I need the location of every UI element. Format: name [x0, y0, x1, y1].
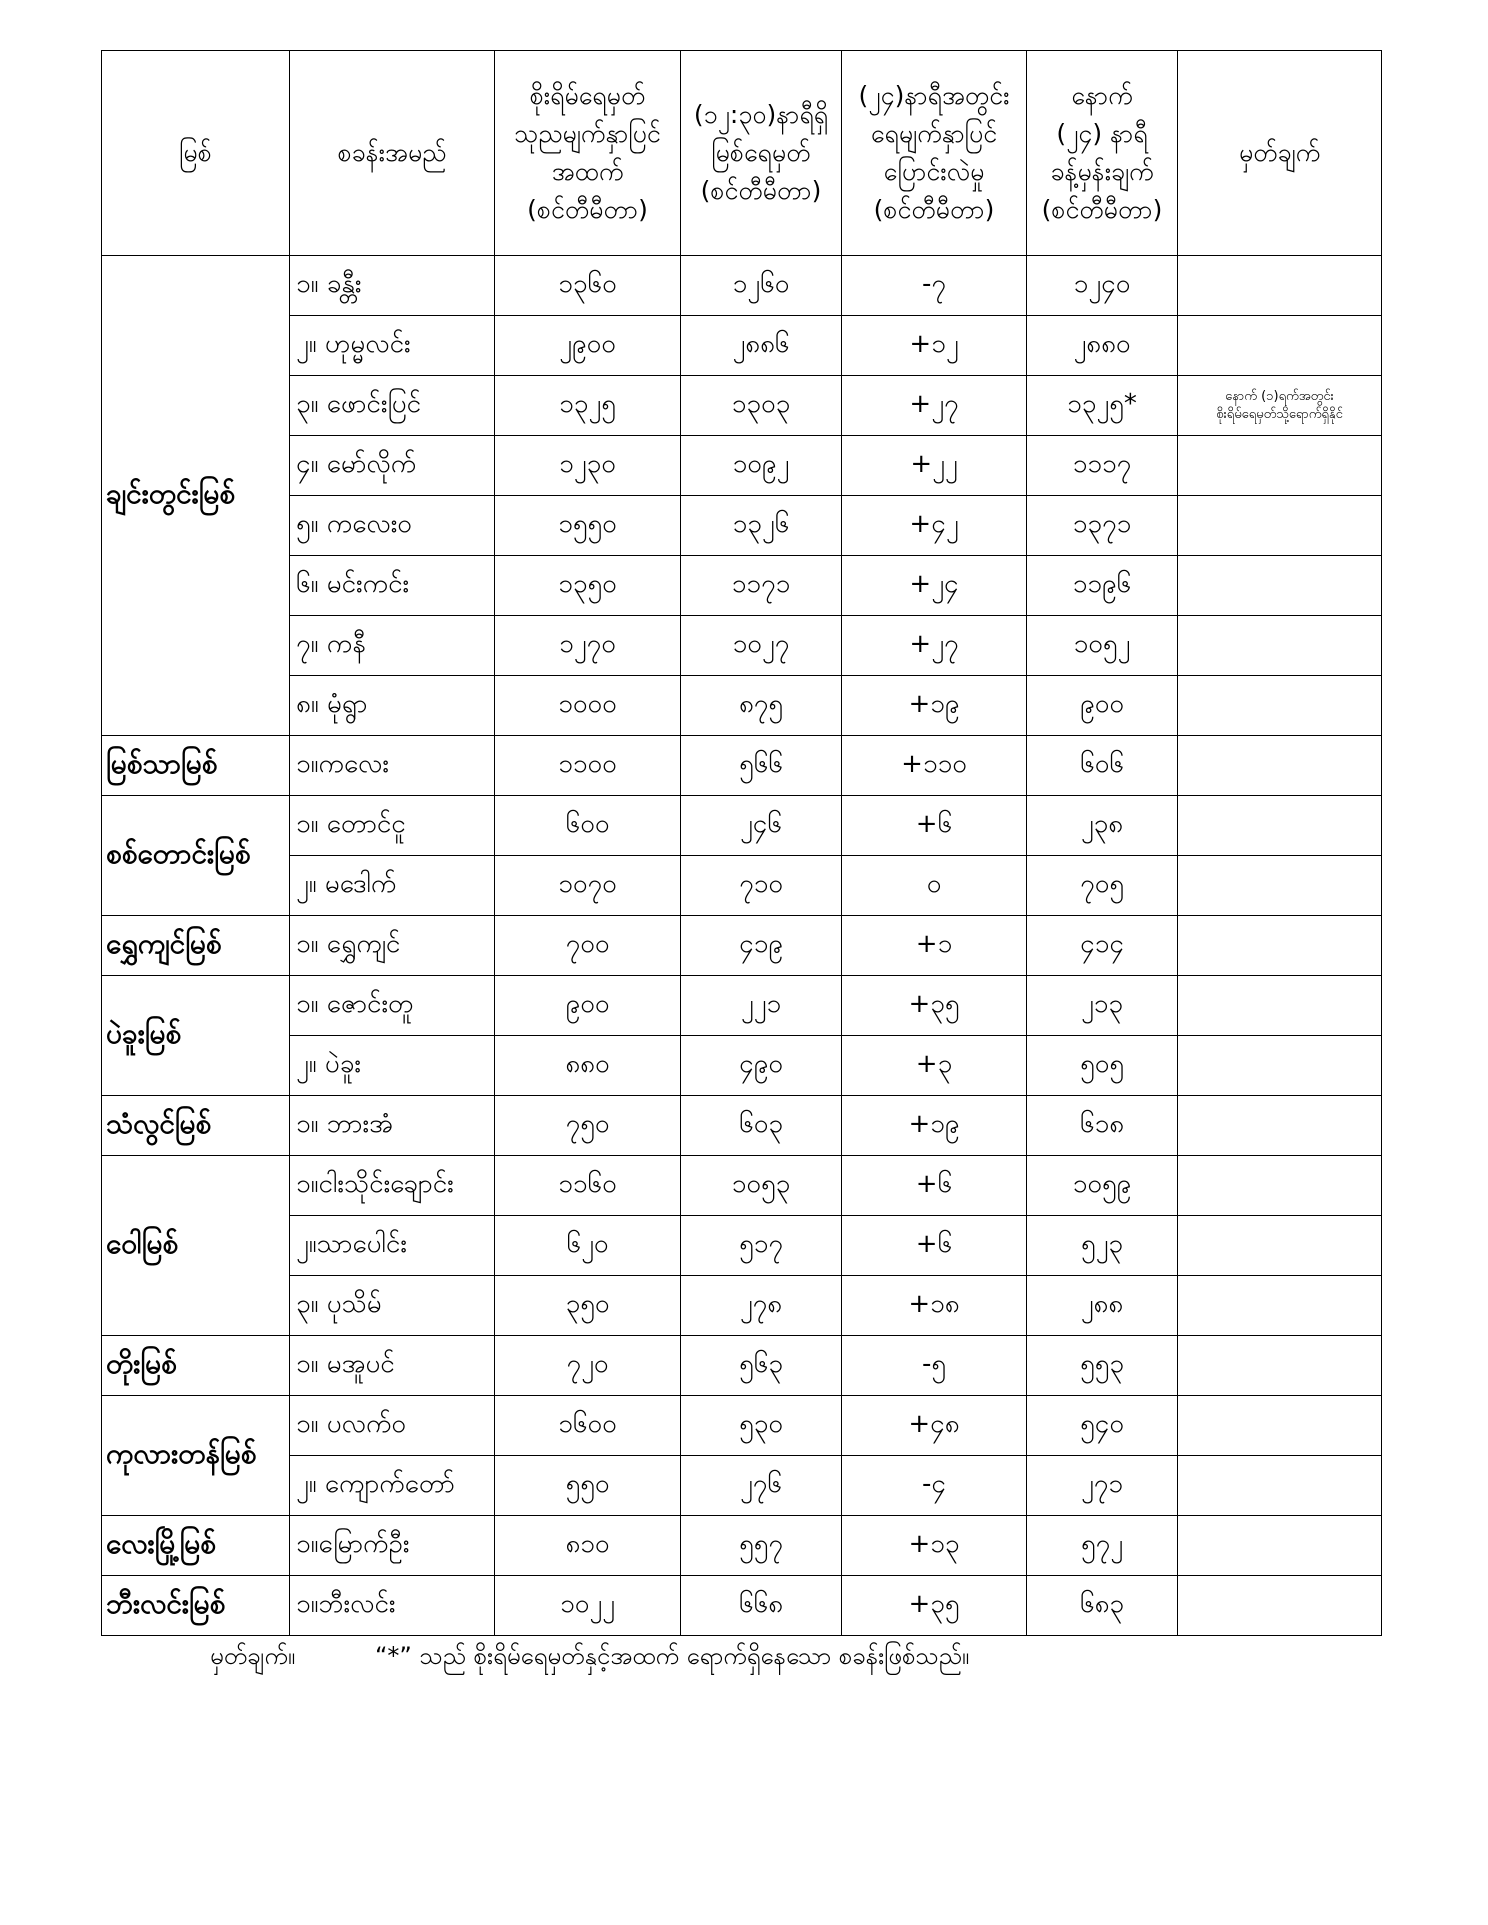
- table-row: [102, 496, 1382, 556]
- level-change: +၆: [842, 1156, 1027, 1216]
- table-row: [102, 976, 1382, 1036]
- current-level: ၅၆၆: [681, 736, 842, 796]
- level-change: +၃၅: [842, 976, 1027, 1036]
- forecast-level: ၁၀၅၂: [1027, 616, 1178, 676]
- remark-cell: [1178, 736, 1382, 796]
- danger-level: ၁၁၆၀: [495, 1156, 681, 1216]
- footnote: [210, 1640, 969, 1676]
- current-level: ၈၇၅: [681, 676, 842, 736]
- danger-level: ၇၅၀: [495, 1096, 681, 1156]
- remark-cell: [1178, 976, 1382, 1036]
- level-change: +၄၂: [842, 496, 1027, 556]
- danger-level: ၁၀၂၂: [495, 1576, 681, 1636]
- current-level: ၅၁၇: [681, 1216, 842, 1276]
- level-change: +၂၇: [842, 616, 1027, 676]
- remark-cell: [1178, 796, 1382, 856]
- table-row: [102, 256, 1382, 316]
- level-change: +၄၈: [842, 1396, 1027, 1456]
- table-row: [102, 1456, 1382, 1516]
- forecast-level: ၁၁၁၇: [1027, 436, 1178, 496]
- station-name: ၂။ ဟုမ္မလင်း: [290, 316, 495, 376]
- current-level: ၂၂၁: [681, 976, 842, 1036]
- current-level: ၂၄၆: [681, 796, 842, 856]
- danger-level: ၁၂၇၀: [495, 616, 681, 676]
- forecast-level: ၂၈၈၀: [1027, 316, 1178, 376]
- river-name: လေးမြို့မြစ်: [102, 1516, 290, 1576]
- river-name: ရွှေကျင်မြစ်: [102, 916, 290, 976]
- current-level: ၁၃၂၆: [681, 496, 842, 556]
- forecast-level: ၉၀၀: [1027, 676, 1178, 736]
- table-row: [102, 1096, 1382, 1156]
- danger-level: ၂၉၀၀: [495, 316, 681, 376]
- station-name: ၁။ တောင်ငူ: [290, 796, 495, 856]
- forecast-level: ၁၂၄၀: [1027, 256, 1178, 316]
- header-forecast: နောက် (၂၄) နာရီ ခန့်မှန်းချက် (စင်တီမီတာ): [1027, 51, 1178, 256]
- danger-level: ၆၀၀: [495, 796, 681, 856]
- current-level: ၂၇၆: [681, 1456, 842, 1516]
- remark-cell: [1178, 1276, 1382, 1336]
- level-change: +၁၂: [842, 316, 1027, 376]
- table-row: [102, 616, 1382, 676]
- station-name: ၇။ ကနီ: [290, 616, 495, 676]
- level-change: +၆: [842, 1216, 1027, 1276]
- current-level: ၁၀၅၃: [681, 1156, 842, 1216]
- current-level: ၇၁၀: [681, 856, 842, 916]
- danger-level: ၇၂၀: [495, 1336, 681, 1396]
- river-level-table: [101, 50, 1382, 1636]
- forecast-level: ၅၂၃: [1027, 1216, 1178, 1276]
- forecast-level: ၆၁၈: [1027, 1096, 1178, 1156]
- station-name: ၁။ ခန္တီး: [290, 256, 495, 316]
- danger-level: ၁၃၂၅: [495, 376, 681, 436]
- header-station: စခန်းအမည်: [290, 51, 495, 256]
- level-change: +၁၃: [842, 1516, 1027, 1576]
- river-name: မြစ်သာမြစ်: [102, 736, 290, 796]
- danger-level: ၆၂၀: [495, 1216, 681, 1276]
- current-level: ၅၅၇: [681, 1516, 842, 1576]
- station-name: ၂။ မဒေါက်: [290, 856, 495, 916]
- forecast-level: ၂၁၃: [1027, 976, 1178, 1036]
- station-name: ၃။ ဖောင်းပြင်: [290, 376, 495, 436]
- river-name: ဝေါမြစ်: [102, 1156, 290, 1336]
- table-row: [102, 436, 1382, 496]
- forecast-level: ၆၈၃: [1027, 1576, 1178, 1636]
- table-row: [102, 1036, 1382, 1096]
- danger-level: ၁၆၀၀: [495, 1396, 681, 1456]
- remark-cell: [1178, 1156, 1382, 1216]
- river-name: စစ်တောင်းမြစ်: [102, 796, 290, 916]
- forecast-level: ၅၅၃: [1027, 1336, 1178, 1396]
- remark-cell: [1178, 436, 1382, 496]
- header-24h-change: (၂၄)နာရီအတွင်း ရေမျက်နှာပြင် ပြောင်းလဲမှု (စင်တီမီတာ): [842, 51, 1027, 256]
- station-name: ၅။ ကလေးဝ: [290, 496, 495, 556]
- river-name: ချင်းတွင်းမြစ်: [102, 256, 290, 736]
- level-change: +၁: [842, 916, 1027, 976]
- current-level: ၁၀၉၂: [681, 436, 842, 496]
- forecast-level: ၅၇၂: [1027, 1516, 1178, 1576]
- forecast-level: ၂၈၈: [1027, 1276, 1178, 1336]
- station-name: ၁။ မအူပင်: [290, 1336, 495, 1396]
- river-name: ကုလားတန်မြစ်: [102, 1396, 290, 1516]
- station-name: ၁။ ပလက်ဝ: [290, 1396, 495, 1456]
- remark-cell: [1178, 1036, 1382, 1096]
- level-change: +၁၉: [842, 1096, 1027, 1156]
- station-name: ၆။ မင်းကင်း: [290, 556, 495, 616]
- forecast-level: ၅၄၀: [1027, 1396, 1178, 1456]
- remark-cell: [1178, 1096, 1382, 1156]
- danger-level: ၁၅၅၀: [495, 496, 681, 556]
- table-row: [102, 1156, 1382, 1216]
- remark-cell: [1178, 556, 1382, 616]
- forecast-level: ၂၃၈: [1027, 796, 1178, 856]
- table-row: [102, 316, 1382, 376]
- current-level: ၁၃၀၃: [681, 376, 842, 436]
- danger-level: ၁၃၆၀: [495, 256, 681, 316]
- remark-cell: [1178, 1216, 1382, 1276]
- forecast-level: ၁၃၂၅*: [1027, 376, 1178, 436]
- remark-cell: [1178, 1336, 1382, 1396]
- remark-cell: [1178, 1396, 1382, 1456]
- current-level: ၁၀၂၇: [681, 616, 842, 676]
- station-name: ၁။ဘီးလင်း: [290, 1576, 495, 1636]
- level-change: +၁၈: [842, 1276, 1027, 1336]
- level-change: +၃၅: [842, 1576, 1027, 1636]
- danger-level: ၁၃၅၀: [495, 556, 681, 616]
- danger-level: ၁၁၀၀: [495, 736, 681, 796]
- level-change: ၀: [842, 856, 1027, 916]
- current-level: ၅၃၀: [681, 1396, 842, 1456]
- station-name: ၁။ငါးသိုင်းချောင်း: [290, 1156, 495, 1216]
- current-level: ၁၂၆၀: [681, 256, 842, 316]
- current-level: ၂၈၈၆: [681, 316, 842, 376]
- remark-cell: [1178, 496, 1382, 556]
- remark-cell: [1178, 616, 1382, 676]
- remark-cell: [1178, 256, 1382, 316]
- remark-cell: [1178, 856, 1382, 916]
- table-row: [102, 856, 1382, 916]
- table-row: [102, 1336, 1382, 1396]
- danger-level: ၃၅၀: [495, 1276, 681, 1336]
- table-row: [102, 916, 1382, 976]
- danger-level: ၁၀၀၀: [495, 676, 681, 736]
- current-level: ၆၀၃: [681, 1096, 842, 1156]
- header-remarks: မှတ်ချက်: [1178, 51, 1382, 256]
- level-change: +၁၁၀: [842, 736, 1027, 796]
- table-row: [102, 1216, 1382, 1276]
- level-change: +၃: [842, 1036, 1027, 1096]
- station-name: ၈။ မုံရွာ: [290, 676, 495, 736]
- footnote-text: “*” သည် စိုးရိမ်ရေမှတ်နှင့်အထက် ရောက်ရှိနေသော စခန်းဖြစ်သည်။: [375, 1642, 970, 1670]
- table-row: [102, 376, 1382, 436]
- remark-cell: [1178, 916, 1382, 976]
- station-name: ၂။ ကျောက်တော်: [290, 1456, 495, 1516]
- river-name: သံလွင်မြစ်: [102, 1096, 290, 1156]
- forecast-level: ၅၀၅: [1027, 1036, 1178, 1096]
- forecast-level: ၄၁၄: [1027, 916, 1178, 976]
- current-level: ၅၆၃: [681, 1336, 842, 1396]
- table-row: [102, 796, 1382, 856]
- level-change: -၅: [842, 1336, 1027, 1396]
- remark-cell: [1178, 676, 1382, 736]
- current-level: ၂၇၈: [681, 1276, 842, 1336]
- danger-level: ၈၈၀: [495, 1036, 681, 1096]
- level-change: +၆: [842, 796, 1027, 856]
- danger-level: ၇၀၀: [495, 916, 681, 976]
- station-name: ၁။မြောက်ဦး: [290, 1516, 495, 1576]
- table-row: [102, 556, 1382, 616]
- station-name: ၁။ ရွှေကျင်: [290, 916, 495, 976]
- forecast-level: ၆၀၆: [1027, 736, 1178, 796]
- station-name: ၄။ မော်လိုက်: [290, 436, 495, 496]
- level-change: +၂၄: [842, 556, 1027, 616]
- danger-level: ၈၁၀: [495, 1516, 681, 1576]
- forecast-level: ၁၁၉၆: [1027, 556, 1178, 616]
- remark-cell: [1178, 1516, 1382, 1576]
- header-river: မြစ်: [102, 51, 290, 256]
- header-danger-level: စိုးရိမ်ရေမှတ် သုညမျက်နှာပြင် အထက် (စင်တီမီတာ): [495, 51, 681, 256]
- station-name: ၂။ ပဲခူး: [290, 1036, 495, 1096]
- level-change: -၄: [842, 1456, 1027, 1516]
- level-change: -၇: [842, 256, 1027, 316]
- river-name: ပဲခူးမြစ်: [102, 976, 290, 1096]
- station-name: ၁။ကလေး: [290, 736, 495, 796]
- header-current-level: (၁၂:၃၀)နာရီရှိ မြစ်ရေမှတ် (စင်တီမီတာ): [681, 51, 842, 256]
- remark-cell: [1178, 1456, 1382, 1516]
- river-name: တိုးမြစ်: [102, 1336, 290, 1396]
- table-row: [102, 736, 1382, 796]
- level-change: +၂၂: [842, 436, 1027, 496]
- forecast-level: ၁၃၇၁: [1027, 496, 1178, 556]
- table-row: [102, 676, 1382, 736]
- table-row: [102, 1276, 1382, 1336]
- forecast-level: ၇၀၅: [1027, 856, 1178, 916]
- current-level: ၄၉၀: [681, 1036, 842, 1096]
- remark-cell: [1178, 316, 1382, 376]
- level-change: +၁၉: [842, 676, 1027, 736]
- remark-cell: [1178, 376, 1382, 436]
- current-level: ၄၁၉: [681, 916, 842, 976]
- danger-level: ၁၂၃၀: [495, 436, 681, 496]
- danger-level: ၉၀၀: [495, 976, 681, 1036]
- remark-line: စိုးရိမ်ရေမှတ်သို့ရောက်ရှိနိုင်: [1216, 406, 1343, 422]
- danger-level: ၅၅၀: [495, 1456, 681, 1516]
- footnote-label: မှတ်ချက်။: [210, 1642, 296, 1670]
- remark-cell: [1178, 1576, 1382, 1636]
- current-level: ၁၁၇၁: [681, 556, 842, 616]
- current-level: ၆၆၈: [681, 1576, 842, 1636]
- river-name: ဘီးလင်းမြစ်: [102, 1576, 290, 1636]
- station-name: ၁။ ဘားအံ: [290, 1096, 495, 1156]
- station-name: ၃။ ပုသိမ်: [290, 1276, 495, 1336]
- forecast-level: ၁၀၅၉: [1027, 1156, 1178, 1216]
- station-name: ၁။ ဇောင်းတူ: [290, 976, 495, 1036]
- table-row: [102, 1396, 1382, 1456]
- remark-line: နောက် (၁)ရက်အတွင်း: [1225, 388, 1334, 404]
- header-row: [102, 51, 1382, 256]
- danger-level: ၁၀၇၀: [495, 856, 681, 916]
- table-row: [102, 1516, 1382, 1576]
- station-name: ၂။သာပေါင်း: [290, 1216, 495, 1276]
- level-change: +၂၇: [842, 376, 1027, 436]
- forecast-level: ၂၇၁: [1027, 1456, 1178, 1516]
- table-row: [102, 1576, 1382, 1636]
